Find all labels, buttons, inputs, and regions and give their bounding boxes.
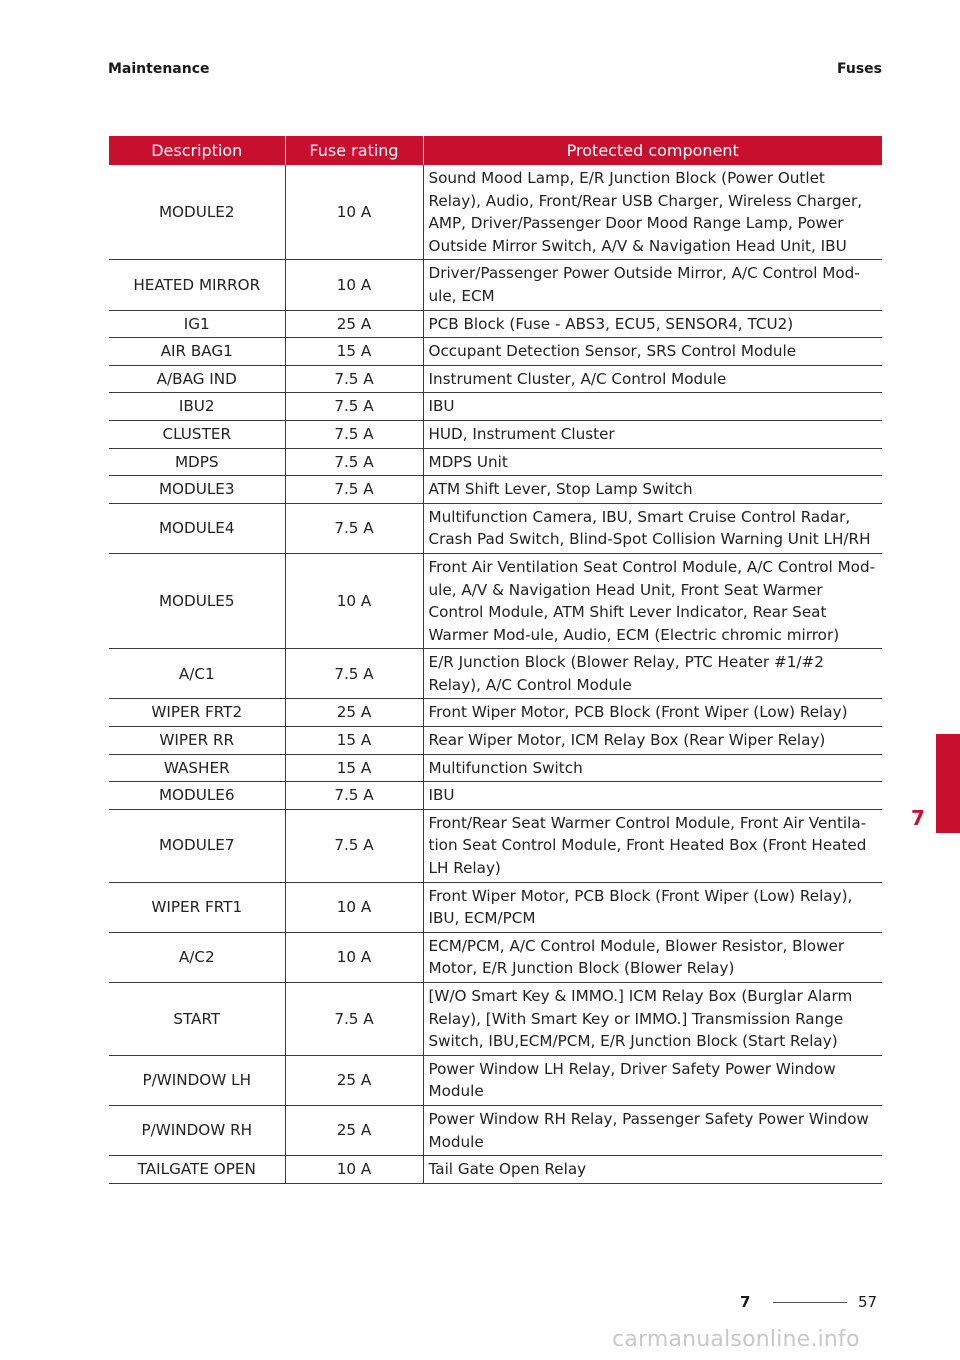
protected-component: Occupant Detection Sensor, SRS Control Module xyxy=(423,338,882,366)
fuse-rating: 10 A xyxy=(285,260,423,310)
fuse-table-container xyxy=(109,136,882,1184)
fuse-rating: 15 A xyxy=(285,727,423,755)
fuse-description: MODULE3 xyxy=(109,476,285,504)
table-row xyxy=(109,1105,882,1155)
protected-component: Front Air Ventilation Seat Control Module, A/C Control Mod-ule, A/V & Navigation Head Unit, Front Seat Warmer Control Module, ATM Shift Lever Indicator, Rear Seat Warmer Mod-ule, Audio, ECM (Electric chromic mirror) xyxy=(423,553,882,648)
fuse-description: P/WINDOW LH xyxy=(109,1055,285,1105)
fuse-description: WIPER RR xyxy=(109,727,285,755)
protected-component: Driver/Passenger Power Outside Mirror, A/C Control Mod-ule, ECM xyxy=(423,260,882,310)
column-header-fuse-rating: Fuse rating xyxy=(285,136,423,165)
table-row xyxy=(109,1055,882,1105)
table-row xyxy=(109,553,882,648)
footer-divider xyxy=(773,1302,847,1303)
protected-component: Power Window LH Relay, Driver Safety Power Window Module xyxy=(423,1055,882,1105)
fuse-description: MODULE4 xyxy=(109,503,285,553)
table-row xyxy=(109,365,882,393)
protected-component: IBU xyxy=(423,393,882,421)
table-row xyxy=(109,699,882,727)
protected-component: Sound Mood Lamp, E/R Junction Block (Power Outlet Relay), Audio, Front/Rear USB Charger, Wireless Charger, AMP, Driver/Passenger Door Mood Range Lamp, Power Outside Mirror Switch, A/V & Navigation Head Unit, IBU xyxy=(423,165,882,260)
table-row xyxy=(109,754,882,782)
protected-component: Tail Gate Open Relay xyxy=(423,1156,882,1184)
fuse-rating: 15 A xyxy=(285,754,423,782)
fuse-rating: 10 A xyxy=(285,553,423,648)
page-header-section: Maintenance xyxy=(108,61,210,77)
fuse-description: AIR BAG1 xyxy=(109,338,285,366)
fuse-description: IBU2 xyxy=(109,393,285,421)
protected-component: Rear Wiper Motor, ICM Relay Box (Rear Wiper Relay) xyxy=(423,727,882,755)
protected-component: Multifunction Camera, IBU, Smart Cruise Control Radar, Crash Pad Switch, Blind-Spot Collision Warning Unit LH/RH xyxy=(423,503,882,553)
fuse-description: P/WINDOW RH xyxy=(109,1105,285,1155)
fuse-rating: 7.5 A xyxy=(285,983,423,1056)
fuse-description: MDPS xyxy=(109,448,285,476)
table-row xyxy=(109,260,882,310)
fuse-rating: 7.5 A xyxy=(285,649,423,699)
protected-component: PCB Block (Fuse - ABS3, ECU5, SENSOR4, TCU2) xyxy=(423,310,882,338)
table-row xyxy=(109,1156,882,1184)
fuse-rating: 10 A xyxy=(285,882,423,932)
fuse-description: A/BAG IND xyxy=(109,365,285,393)
table-row xyxy=(109,393,882,421)
table-row xyxy=(109,476,882,504)
fuse-rating: 25 A xyxy=(285,699,423,727)
table-row xyxy=(109,420,882,448)
table-row xyxy=(109,983,882,1056)
fuse-description: MODULE6 xyxy=(109,782,285,810)
fuse-description: MODULE5 xyxy=(109,553,285,648)
fuse-description: IG1 xyxy=(109,310,285,338)
fuse-description: TAILGATE OPEN xyxy=(109,1156,285,1184)
fuse-rating: 10 A xyxy=(285,932,423,982)
protected-component: MDPS Unit xyxy=(423,448,882,476)
fuse-rating: 7.5 A xyxy=(285,393,423,421)
footer-chapter-number: 7 xyxy=(740,1293,751,1311)
fuse-description: A/C1 xyxy=(109,649,285,699)
column-header-description: Description xyxy=(109,136,285,165)
footer-page-number: 57 xyxy=(858,1293,878,1311)
protected-component: ATM Shift Lever, Stop Lamp Switch xyxy=(423,476,882,504)
table-row xyxy=(109,649,882,699)
table-row xyxy=(109,165,882,260)
protected-component: Front Wiper Motor, PCB Block (Front Wiper (Low) Relay), IBU, ECM/PCM xyxy=(423,882,882,932)
table-row xyxy=(109,727,882,755)
fuse-rating: 7.5 A xyxy=(285,476,423,504)
fuse-description: HEATED MIRROR xyxy=(109,260,285,310)
fuse-rating: 15 A xyxy=(285,338,423,366)
fuse-description: START xyxy=(109,983,285,1056)
protected-component: IBU xyxy=(423,782,882,810)
fuse-rating: 7.5 A xyxy=(285,503,423,553)
fuse-description: A/C2 xyxy=(109,932,285,982)
fuse-rating: 7.5 A xyxy=(285,782,423,810)
side-chapter-tab xyxy=(936,734,960,833)
fuse-description: WASHER xyxy=(109,754,285,782)
protected-component: [W/O Smart Key & IMMO.] ICM Relay Box (Burglar Alarm Relay), [With Smart Key or IMMO.] Transmission Range Switch, IBU,ECM/PCM, E/R Junction Block (Start Relay) xyxy=(423,983,882,1056)
table-row xyxy=(109,448,882,476)
fuse-rating: 10 A xyxy=(285,165,423,260)
protected-component: Instrument Cluster, A/C Control Module xyxy=(423,365,882,393)
fuse-description: WIPER FRT2 xyxy=(109,699,285,727)
protected-component: Multifunction Switch xyxy=(423,754,882,782)
table-row xyxy=(109,310,882,338)
fuse-description: WIPER FRT1 xyxy=(109,882,285,932)
watermark: carmanualsonline.info xyxy=(612,1327,860,1352)
fuse-description: MODULE7 xyxy=(109,809,285,882)
fuse-rating: 25 A xyxy=(285,310,423,338)
fuse-rating: 7.5 A xyxy=(285,809,423,882)
fuse-rating: 7.5 A xyxy=(285,365,423,393)
fuse-rating: 7.5 A xyxy=(285,448,423,476)
table-row xyxy=(109,809,882,882)
fuse-rating: 25 A xyxy=(285,1105,423,1155)
protected-component: ECM/PCM, A/C Control Module, Blower Resistor, Blower Motor, E/R Junction Block (Blower Relay) xyxy=(423,932,882,982)
protected-component: E/R Junction Block (Blower Relay, PTC Heater #1/#2 Relay), A/C Control Module xyxy=(423,649,882,699)
column-header-protected-component: Protected component xyxy=(423,136,882,165)
table-row xyxy=(109,503,882,553)
fuse-rating: 25 A xyxy=(285,1055,423,1105)
table-row xyxy=(109,932,882,982)
protected-component: Front/Rear Seat Warmer Control Module, Front Air Ventila-tion Seat Control Module, Front Heated Box (Front Heated LH Relay) xyxy=(423,809,882,882)
page-header-topic: Fuses xyxy=(837,61,882,77)
fuse-table xyxy=(109,136,882,1184)
table-row xyxy=(109,338,882,366)
fuse-table-body xyxy=(109,165,882,1183)
protected-component: Front Wiper Motor, PCB Block (Front Wiper (Low) Relay) xyxy=(423,699,882,727)
fuse-rating: 7.5 A xyxy=(285,420,423,448)
fuse-description: CLUSTER xyxy=(109,420,285,448)
header-row xyxy=(109,136,882,165)
protected-component: Power Window RH Relay, Passenger Safety Power Window Module xyxy=(423,1105,882,1155)
fuse-description: MODULE2 xyxy=(109,165,285,260)
protected-component: HUD, Instrument Cluster xyxy=(423,420,882,448)
table-row xyxy=(109,782,882,810)
fuse-table-header xyxy=(109,136,882,165)
table-row xyxy=(109,882,882,932)
fuse-rating: 10 A xyxy=(285,1156,423,1184)
side-chapter-number: 7 xyxy=(911,806,925,830)
